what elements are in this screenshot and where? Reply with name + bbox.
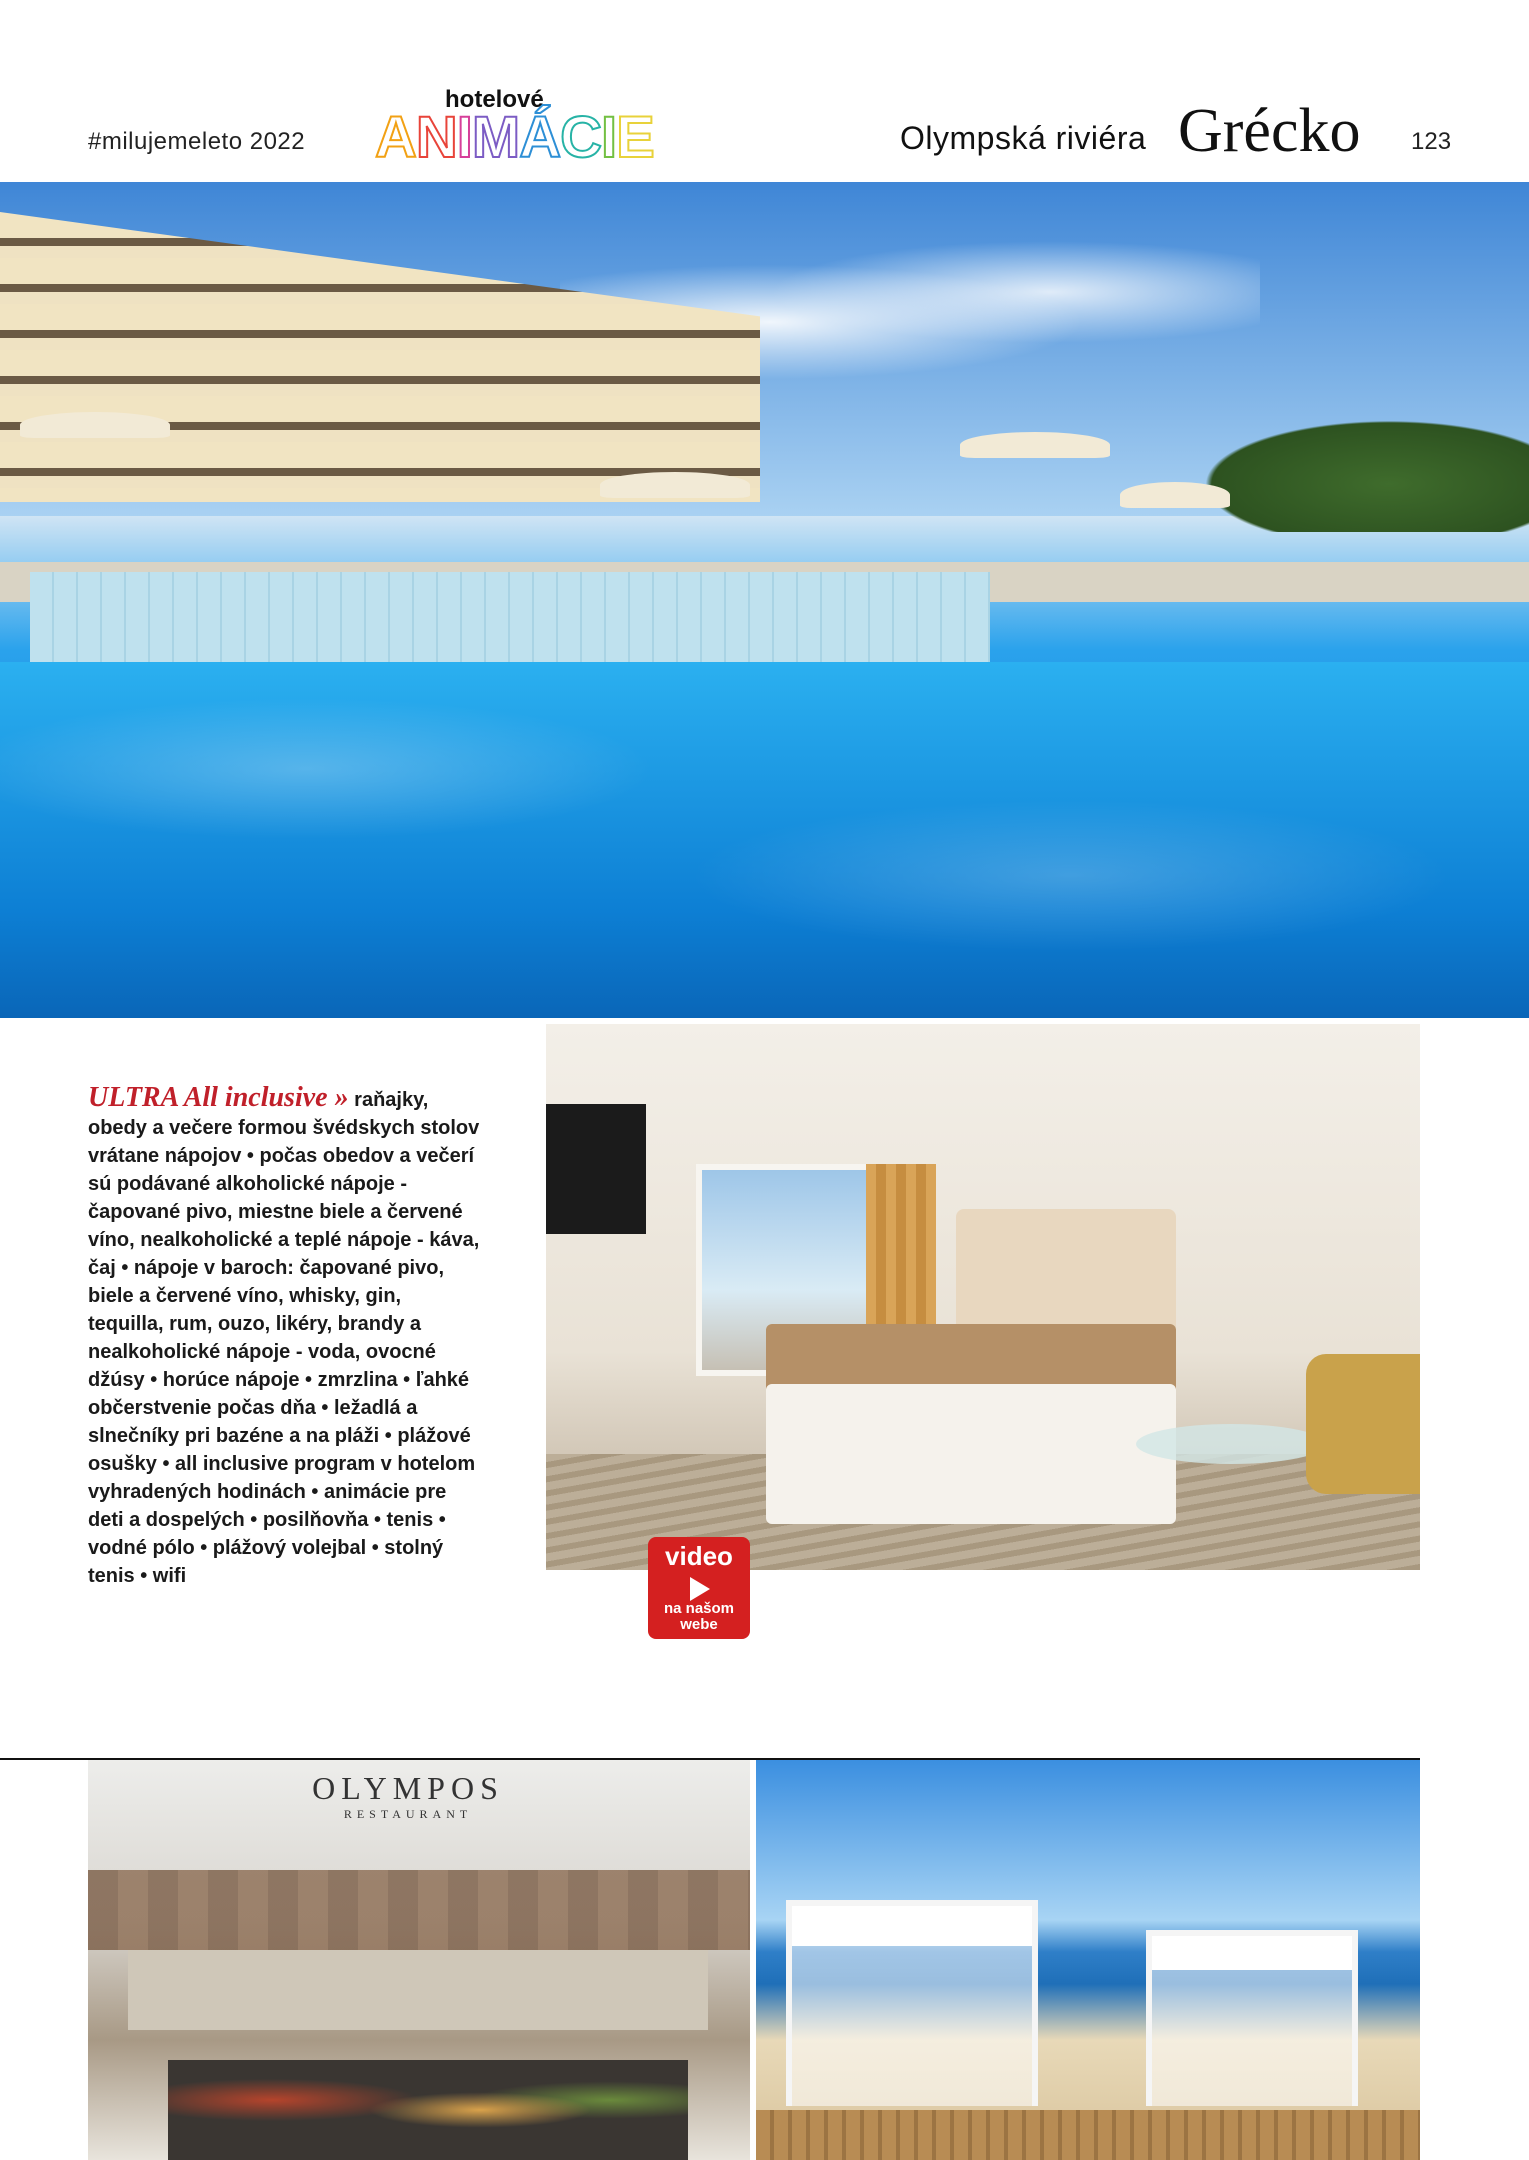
restaurant-photo — [88, 1760, 750, 2160]
page-number: 123 — [1411, 128, 1452, 155]
hotel-room-photo — [546, 1024, 1420, 1570]
all-inclusive-description — [88, 1084, 480, 1590]
hashtag-text: #milujemeleto 2022 — [88, 128, 306, 155]
beach-cabanas-photo — [756, 1760, 1420, 2160]
video-label: video — [665, 1541, 733, 1571]
country-title: Grécko — [1178, 97, 1361, 165]
logo-big-text: ANIMÁCIE — [375, 105, 654, 170]
play-icon — [690, 1577, 710, 1601]
restaurant-sign-subtitle: RESTAURANT — [343, 1807, 473, 1821]
all-inclusive-lead: ULTRA All inclusive » — [88, 1082, 349, 1113]
region-title: Olympská riviéra — [900, 120, 1147, 156]
animacie-logo — [375, 86, 654, 170]
logo-small-text: hotelové — [445, 86, 544, 113]
restaurant-sign — [238, 1770, 578, 1822]
hotel-pool-photo — [0, 182, 1529, 1018]
video-sublabel: na našom webe — [663, 1600, 735, 1633]
all-inclusive-text: raňajky, obedy a večere formou švédskych stolov vrátane nápojov • počas obedov a večerí sú podávané alkoholické nápoje - čapované pivo, miestne biele a červené víno, nealkoholické a teplé nápoje - káva, čaj • nápoje v baroch: čapované pivo, biele a červené víno, whisky, gin, tequilla, rum, ouzo, likéry, brandy a nealkoholické nápoje - voda, ovocné džúsy • horúce nápoje • zmrzlina • ľahké občerstvenie počas dňa • ležadlá a slnečníky pri bazéne a na pláži • plážové osušky • all inclusive program v hotelom vyhradených hodinách • animácie pre deti a dospelých • posilňovňa • tenis • vodné pólo • plážový volejbal • stolný tenis • wifi — [88, 1089, 480, 1587]
video-badge-button[interactable] — [648, 1537, 750, 1639]
restaurant-sign-title: OLYMPOS — [312, 1770, 504, 1806]
